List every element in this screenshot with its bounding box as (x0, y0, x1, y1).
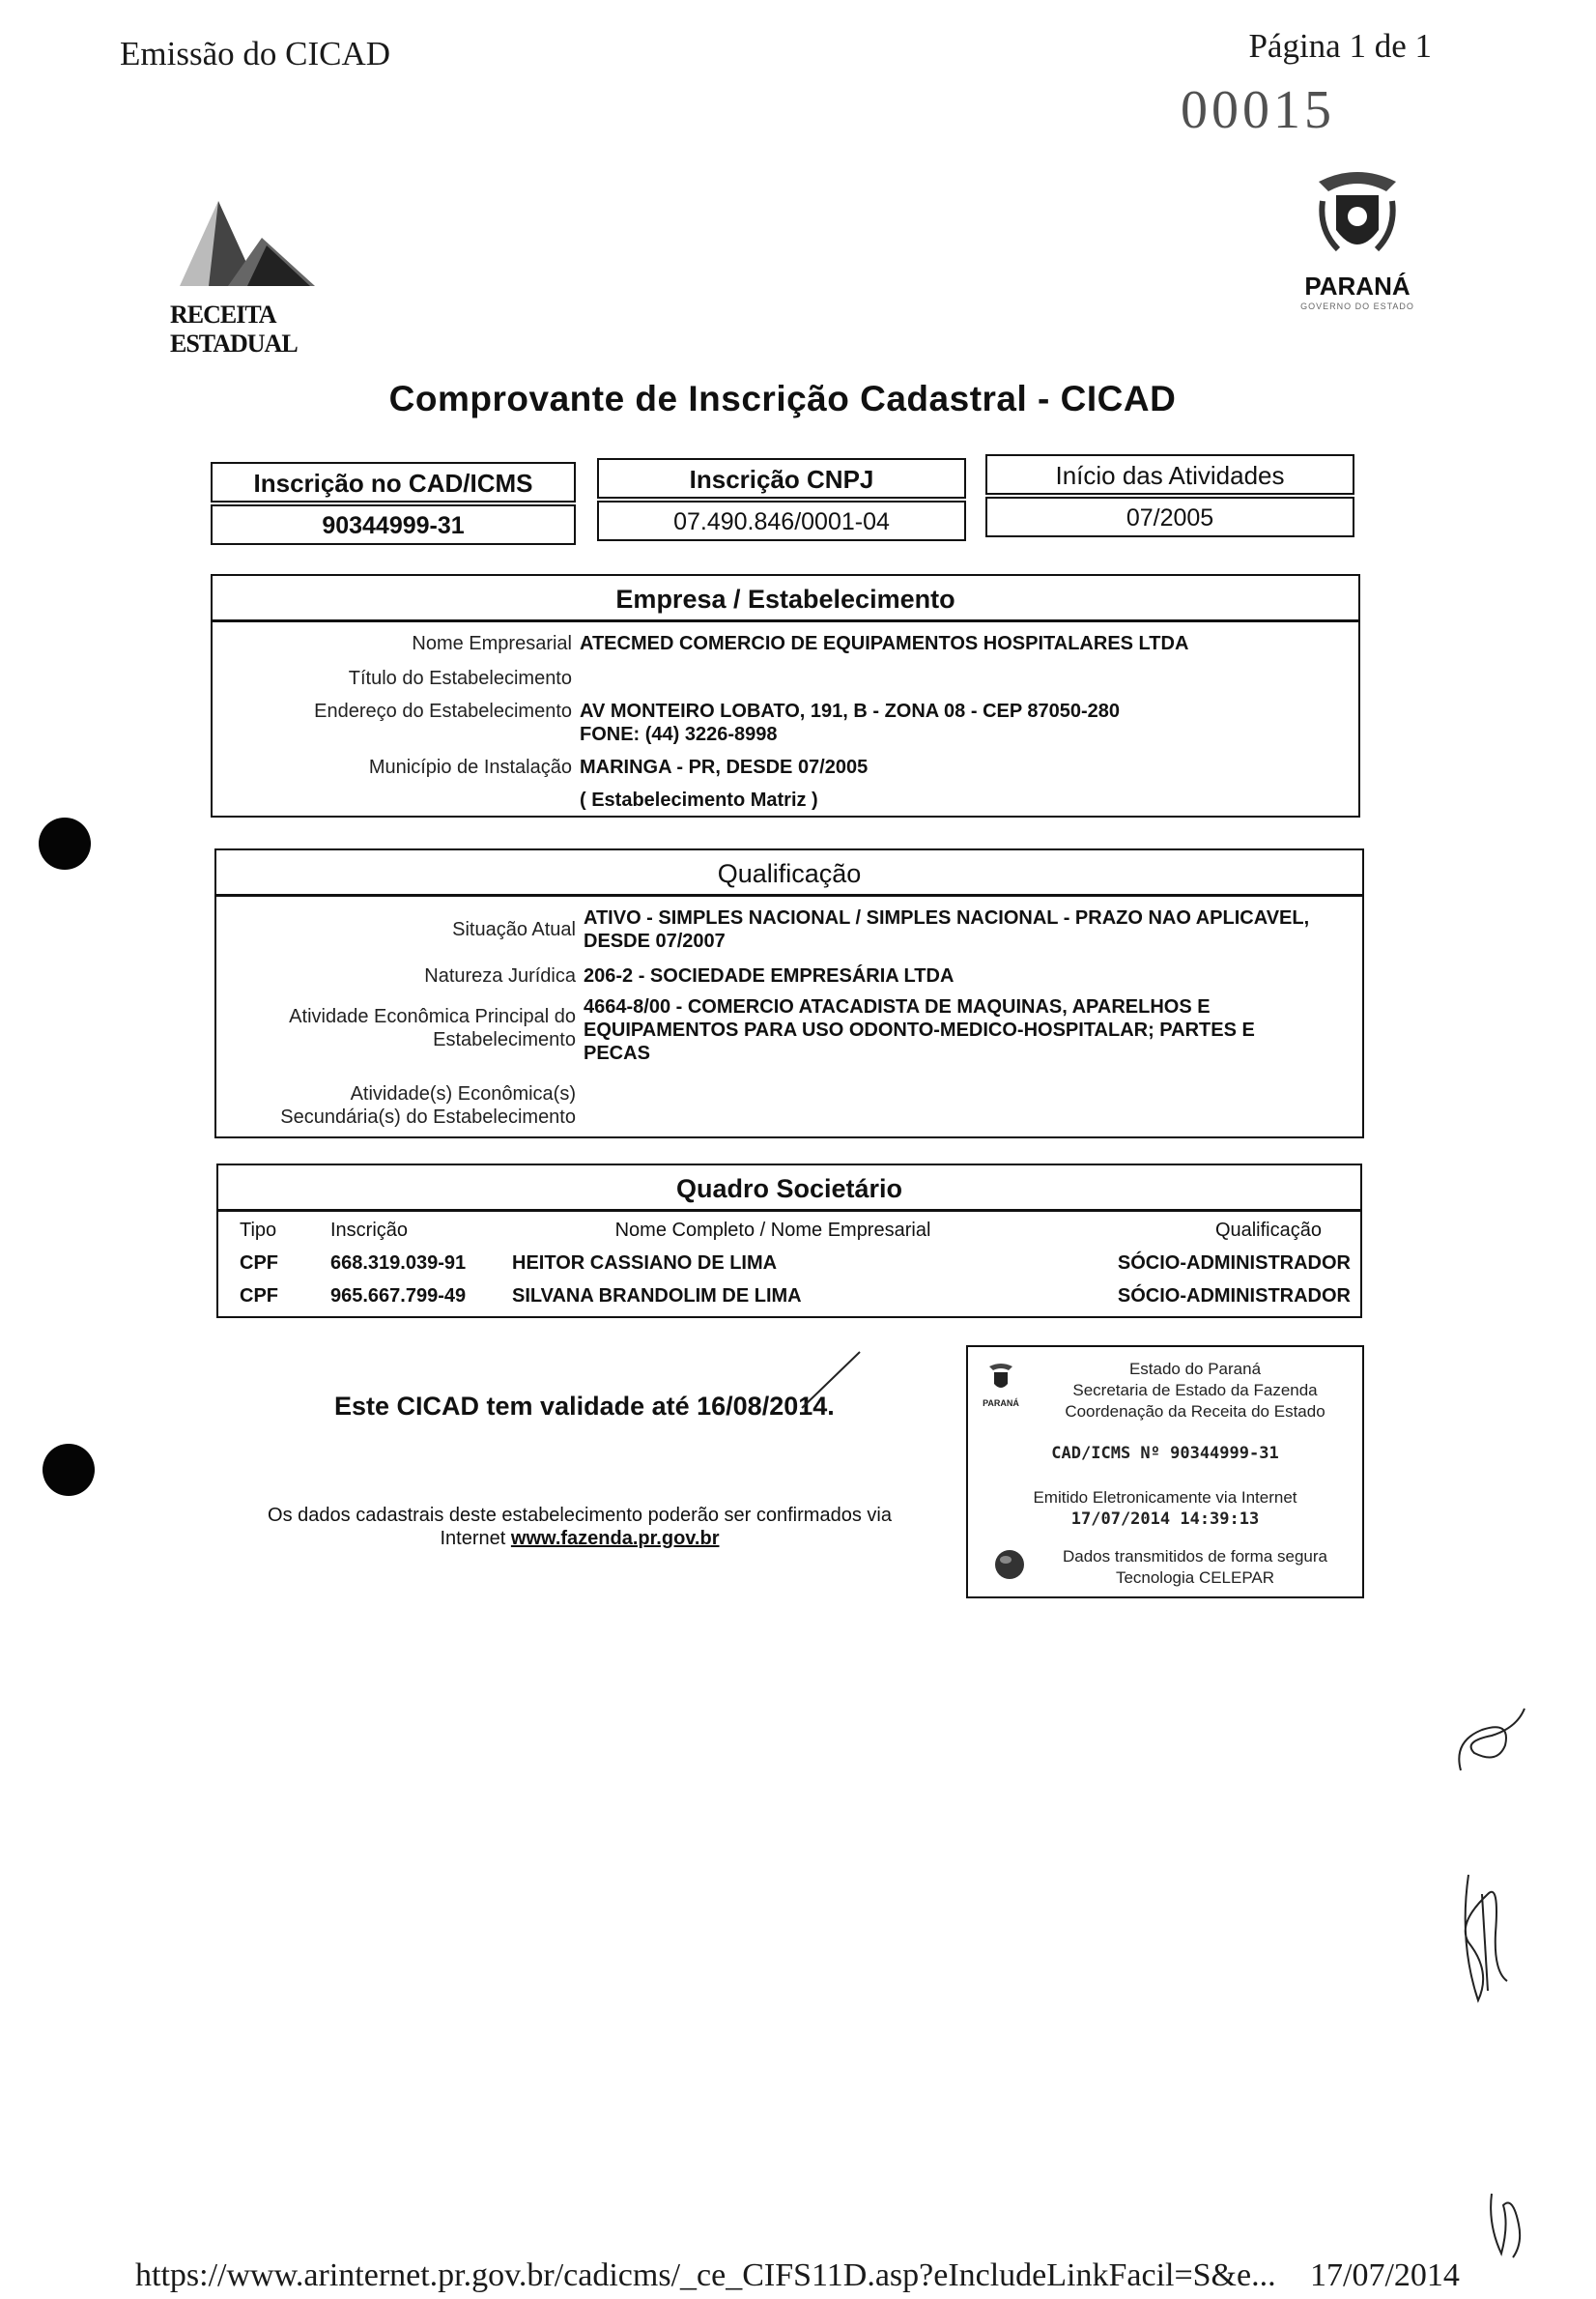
socios-table-header (240, 1214, 1351, 1247)
parana-logo-subtext: GOVERNO DO ESTADO (1300, 302, 1414, 311)
validade-text: Este CICAD tem validade até 16/08/2014. (334, 1392, 835, 1421)
situacao-value-line2: DESDE 07/2007 (584, 931, 726, 952)
parana-logo-text: PARANÁ (1304, 272, 1411, 301)
cnpj-label-box (597, 458, 966, 499)
seal-parana-icon (985, 1361, 1016, 1394)
inicio-value: 07/2005 (1126, 504, 1214, 532)
atividade-principal-value-line3: PECAS (584, 1043, 650, 1064)
situacao-value-line1: ATIVO - SIMPLES NACIONAL / SIMPLES NACIONAL - PRAZO NAO APLICAVEL, (584, 907, 1310, 929)
seal-line2: Secretaria de Estado da Fazenda (1072, 1381, 1318, 1399)
seal-datahora: 17/07/2014 14:39:13 (1070, 1509, 1260, 1529)
punch-hole-bottom (43, 1444, 95, 1496)
socio-inscricao: 668.319.039-91 (330, 1251, 467, 1274)
nome-empresarial-value: ATECMED COMERCIO DE EQUIPAMENTOS HOSPITALARES LTDA (580, 633, 1189, 654)
matriz-value: ( Estabelecimento Matriz ) (580, 790, 818, 811)
socio-nome: SILVANA BRANDOLIM DE LIMA (512, 1284, 802, 1307)
inicio-value-box (985, 497, 1354, 537)
atividade-principal-label-line1: Atividade Econômica Principal do (289, 1006, 576, 1027)
cad-label: Inscrição no CAD/ICMS (253, 469, 533, 498)
atividade-secundaria-label-line2: Secundária(s) do Estabelecimento (280, 1106, 576, 1128)
seal-dados-line2: Tecnologia CELEPAR (1115, 1568, 1275, 1587)
receita-logo-text: RECEITA ESTADUAL (170, 301, 298, 358)
stamp-number: 00015 (1181, 80, 1335, 140)
socio-tipo: CPF (240, 1284, 278, 1307)
qualificacao-section (214, 848, 1364, 1138)
page-header-right: Página 1 de 1 (1248, 27, 1432, 65)
socio-nome: HEITOR CASSIANO DE LIMA (512, 1251, 778, 1274)
municipio-label: Município de Instalação (368, 757, 572, 778)
table-row (240, 1247, 1351, 1279)
nome-empresarial-label: Nome Empresarial (412, 633, 572, 654)
footer-url: https://www.arinternet.pr.gov.br/cadicms/_ce_CIFS11D.asp?eIncludeLinkFacil=S&e... (135, 2257, 1276, 2293)
seal-dados-line1: Dados transmitidos de forma segura (1062, 1547, 1328, 1566)
seal-cad-number: CAD/ICMS Nº 90344999-31 (1051, 1444, 1279, 1463)
empresa-section (211, 574, 1360, 818)
seal-emitido: Emitido Eletronicamente via Internet (1033, 1488, 1297, 1507)
secure-globe-icon (993, 1548, 1026, 1581)
handwritten-rubric-icon (1484, 2186, 1532, 2263)
receita-triangles-icon (170, 189, 373, 296)
socio-qualificacao: SÓCIO-ADMINISTRADOR (1117, 1251, 1351, 1274)
socio-tipo: CPF (240, 1251, 278, 1274)
atividade-principal-value-line1: 4664-8/00 - COMERCIO ATACADISTA DE MAQUINAS, APARELHOS E (584, 996, 1211, 1018)
cnpj-label: Inscrição CNPJ (689, 465, 874, 494)
atividade-secundaria-label-line1: Atividade(s) Econômica(s) (350, 1083, 576, 1105)
atividade-principal-label-line2: Estabelecimento (433, 1029, 576, 1050)
page-title: Comprovante de Inscrição Cadastral - CICAD (388, 379, 1177, 418)
col-qualificacao-header: Qualificação (1214, 1219, 1322, 1241)
socio-inscricao: 965.667.799-49 (330, 1284, 467, 1307)
socios-table (240, 1214, 1351, 1312)
qualificacao-section-title: Qualificação (216, 850, 1362, 897)
inicio-label: Início das Atividades (1055, 461, 1285, 490)
parana-logo (1285, 162, 1430, 311)
socio-qualificacao: SÓCIO-ADMINISTRADOR (1117, 1284, 1351, 1307)
cnpj-value-box (597, 501, 966, 541)
pen-check-mark-icon (792, 1348, 869, 1416)
cad-value-box (211, 504, 576, 545)
inicio-label-box (985, 454, 1354, 495)
endereco-label: Endereço do Estabelecimento (314, 701, 572, 722)
natureza-label: Natureza Jurídica (424, 965, 576, 987)
cad-label-box (211, 462, 576, 503)
page-header-left: Emissão do CICAD (120, 35, 390, 72)
confirmacao-line1: Os dados cadastrais deste estabelecimento poderão ser confirmados via (268, 1505, 892, 1526)
endereco-value: AV MONTEIRO LOBATO, 191, B - ZONA 08 - CEP 87050-280 (580, 701, 1121, 722)
table-row (240, 1279, 1351, 1312)
receita-estadual-logo (170, 189, 373, 358)
electronic-seal-box (966, 1345, 1364, 1598)
handwritten-initial-icon (1453, 1703, 1530, 1780)
footer-date: 17/07/2014 (1310, 2257, 1460, 2293)
confirmacao-line2: Internet (440, 1528, 506, 1549)
handwritten-signature-icon (1449, 1865, 1526, 2010)
cnpj-value: 07.490.846/0001-04 (673, 508, 890, 535)
quadro-societario-section (216, 1164, 1362, 1318)
parana-coat-of-arms-icon (1309, 162, 1406, 269)
natureza-value: 206-2 - SOCIEDADE EMPRESÁRIA LTDA (584, 965, 955, 987)
atividade-principal-value-line2: EQUIPAMENTOS PARA USO ODONTO-MEDICO-HOSPITALAR; PARTES E (584, 1020, 1255, 1041)
titulo-estabelecimento-label: Título do Estabelecimento (348, 668, 572, 689)
empresa-section-title: Empresa / Estabelecimento (213, 576, 1358, 622)
col-inscricao-header: Inscrição (330, 1219, 409, 1241)
quadro-section-title: Quadro Societário (218, 1165, 1360, 1212)
col-tipo-header: Tipo (240, 1219, 277, 1241)
seal-logo-text: PARANÁ (983, 1398, 1019, 1408)
fazenda-link[interactable]: www.fazenda.pr.gov.br (510, 1528, 720, 1549)
seal-line1: Estado do Paraná (1128, 1360, 1262, 1378)
situacao-label: Situação Atual (452, 919, 576, 940)
col-nome-header: Nome Completo / Nome Empresarial (614, 1219, 931, 1241)
punch-hole-top (39, 818, 91, 870)
fone-value: FONE: (44) 3226-8998 (580, 724, 778, 745)
confirmacao-text (232, 1504, 927, 1550)
cad-value: 90344999-31 (322, 512, 465, 539)
municipio-value: MARINGA - PR, DESDE 07/2005 (580, 757, 869, 778)
seal-line3: Coordenação da Receita do Estado (1065, 1402, 1325, 1421)
